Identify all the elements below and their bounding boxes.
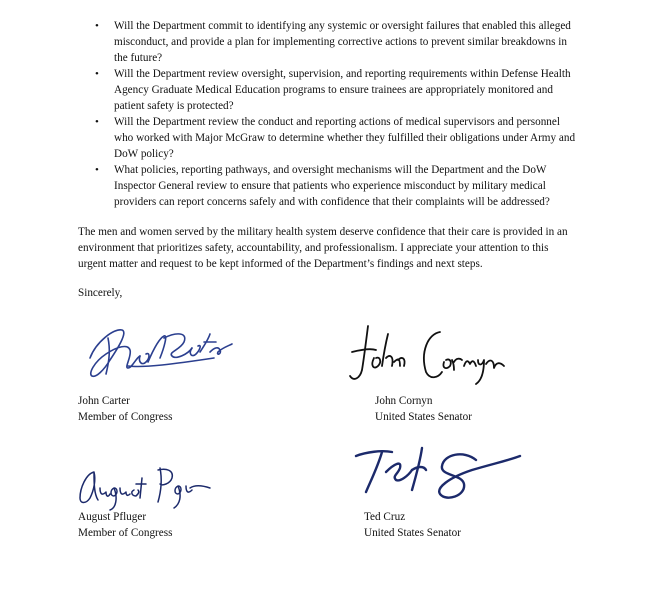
signer-block — [364, 509, 461, 541]
bullet-icon: • — [95, 68, 99, 80]
question-text: What policies, reporting pathways, and oversight mechanisms will the Department and the DoW Inspector General review to ensure that patients who experience misconduct by military medical providers can report concerns safely and with confidence that their complaints will be addressed? — [114, 164, 550, 208]
question-text: Will the Department review the conduct and reporting actions of medical supervisors and personnel who worked with Major McGraw to determine whether they fulfilled their obligations under Army and DoW policy? — [114, 116, 576, 160]
signer-block — [78, 393, 172, 425]
question-item — [78, 114, 578, 162]
signer-title: Member of Congress — [78, 527, 173, 539]
signer-block — [78, 509, 172, 541]
signer-title: United States Senator — [364, 527, 461, 539]
question-item — [78, 66, 578, 114]
signer-name: Ted Cruz — [364, 511, 406, 523]
question-item — [78, 162, 578, 210]
bullet-icon: • — [95, 164, 99, 176]
closing-paragraph: The men and women served by the military health system deserve confidence that their care is provided in an environment that prioritizes safety, accountability, and professionalism. I appreciate your attention to this urgent matter and request to be kept informed of the Department’s findings and next steps. — [78, 226, 568, 270]
signer-name: August Pfluger — [78, 511, 147, 523]
signer-title: United States Senator — [375, 411, 472, 423]
signature-john-cornyn — [344, 322, 514, 392]
question-text: Will the Department review oversight, supervision, and reporting requirements within Defense Health Agency Graduate Medical Education programs to ensure trainees are appropriately monitored and patient safety is protected? — [114, 68, 571, 112]
signer-block — [375, 393, 472, 425]
signature-august-pfluger — [74, 458, 224, 513]
bullet-icon: • — [95, 116, 99, 128]
signer-title: Member of Congress — [78, 411, 173, 423]
question-list — [78, 18, 578, 210]
signature-john-carter — [84, 318, 244, 388]
question-item — [78, 18, 578, 66]
question-text: Will the Department commit to identifying any systemic or oversight failures that enabled this alleged misconduct, and provide a plan for implementing corrective actions to prevent similar breakdowns in the future? — [114, 20, 571, 64]
signer-name: John Carter — [78, 395, 130, 407]
sign-off: Sincerely, — [78, 287, 123, 299]
bullet-icon: • — [95, 20, 99, 32]
signer-name: John Cornyn — [375, 395, 433, 407]
signature-ted-cruz — [352, 442, 527, 507]
